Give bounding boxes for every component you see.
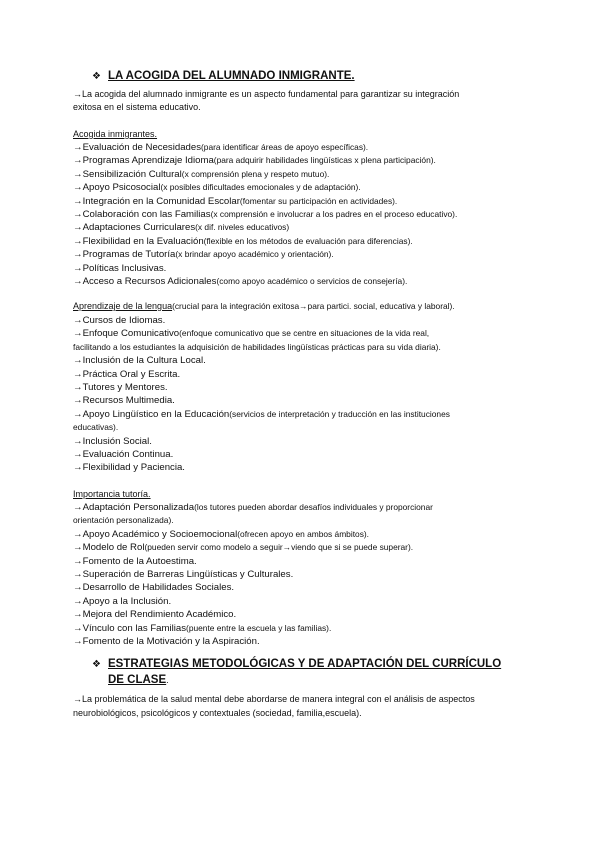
list-item-detail: (como apoyo académico o servicios de consejería). xyxy=(216,276,408,286)
subheading-aprendizaje xyxy=(73,300,455,313)
list-item-main: →Apoyo Académico y Socioemocional xyxy=(73,528,238,540)
list-item-main: →Apoyo a la Inclusión. xyxy=(73,595,172,607)
list-item xyxy=(73,327,429,340)
list-item-main: →Flexibilidad y Paciencia. xyxy=(73,462,185,474)
list-item-main: →Fomento de la Motivación y la Aspiración. xyxy=(73,636,260,647)
diamond-bullet-icon: ❖ xyxy=(92,71,101,82)
list-item-main: →Apoyo Lingüístico en la Educación xyxy=(73,408,230,420)
list-item xyxy=(73,408,450,421)
list-item-main: →Inclusión Social. xyxy=(73,435,152,447)
list-item-detail: (x comprensión e involucrar a los padres en el proceso educativo). xyxy=(210,209,458,219)
list-item xyxy=(73,541,413,554)
list-item-main: →Integración en la Comunidad Escolar xyxy=(73,195,240,207)
list-item xyxy=(73,168,329,181)
intro-line: →La problemática de la salud mental debe abordarse de manera integral con el análisis de aspectos xyxy=(73,694,475,704)
list-item xyxy=(73,314,165,327)
list-item xyxy=(73,568,293,581)
list-item xyxy=(73,635,260,648)
list-item xyxy=(73,181,361,194)
section-title-estrategias-line2 xyxy=(108,674,169,686)
list-item xyxy=(73,501,433,514)
list-item-main: →Fomento de la Autoestima. xyxy=(73,555,197,567)
section-title-text: DE CLASE xyxy=(108,674,167,686)
list-item-main: →Desarrollo de Habilidades Sociales. xyxy=(73,582,235,594)
list-item-detail: facilitando a los estudiantes la adquisición de habilidades lingüísticas prácticas para su vida diaria). xyxy=(73,341,441,352)
list-item-detail: (x dif. niveles educativos) xyxy=(195,222,290,233)
list-item-main: →Programas Aprendizaje Idioma xyxy=(73,155,214,167)
list-item-main: →Flexibilidad en la Evaluación xyxy=(73,235,204,247)
list-item-detail: (fomentar su participación en actividades). xyxy=(239,195,398,206)
list-item xyxy=(73,448,173,461)
list-item-main: →Recursos Multimedia. xyxy=(73,395,175,407)
list-item-detail: (ofrecen apoyo en ambos ámbitos). xyxy=(237,528,369,539)
list-item-main: →Evaluación de Necesidades xyxy=(73,142,201,153)
intro-line: neurobiológicos, psicológicos y contextuales (sociedad, familia,escuela). xyxy=(73,708,362,718)
list-item xyxy=(73,421,118,434)
list-item xyxy=(73,381,168,394)
list-item xyxy=(73,595,171,608)
subheading-aprendizaje-text: Aprendizaje de la lengua xyxy=(73,301,173,311)
list-item-main: →Modelo de Rol xyxy=(73,542,145,554)
list-item-detail: (x brindar apoyo académico y orientación). xyxy=(175,249,334,260)
list-item-detail: educativas). xyxy=(73,422,119,433)
list-item xyxy=(73,608,236,621)
list-item xyxy=(73,341,441,354)
list-item-main: →Mejora del Rendimiento Académico. xyxy=(73,609,237,621)
list-item xyxy=(73,622,331,635)
subheading-acogida: Acogida inmigrantes. xyxy=(73,129,158,139)
section-title-acogida xyxy=(92,70,355,82)
list-item xyxy=(73,581,234,594)
list-item-main: →Evaluación Continua. xyxy=(73,449,174,460)
list-item xyxy=(73,195,397,208)
list-item-main: →Sensibilización Cultural xyxy=(73,168,182,180)
list-item-main: →Apoyo Psicosocial xyxy=(73,182,161,194)
list-item-detail: (puente entre la escuela y las familias). xyxy=(186,622,332,633)
list-item-main: →Adaptación Personalizada xyxy=(73,502,195,513)
list-item-detail: (servicios de interpretación y traducción en las instituciones xyxy=(229,408,450,419)
list-item xyxy=(73,235,413,248)
section-title-end: . xyxy=(166,675,169,685)
list-item-main: →Acceso a Recursos Adicionales xyxy=(73,276,217,287)
list-item xyxy=(73,435,152,448)
list-item-main: →Vínculo con las Familias xyxy=(73,622,187,634)
list-item xyxy=(73,208,457,221)
list-item xyxy=(73,528,369,541)
section-title-estrategias xyxy=(92,658,501,670)
section-title-text: LA ACOGIDA DEL ALUMNADO INMIGRANTE. xyxy=(108,70,355,82)
list-item-detail: (los tutores pueden abordar desafíos individuales y proporcionar xyxy=(194,502,433,512)
list-item-detail: (pueden servir como modelo a seguir→viendo que si se puede superar). xyxy=(144,542,414,553)
intro-line: →La acogida del alumnado inmigrante es un aspecto fundamental para garantizar su integración xyxy=(73,89,460,99)
list-item-main: →Políticas Inclusivas. xyxy=(73,262,167,274)
list-item xyxy=(73,368,180,381)
list-item-detail: orientación personalizada). xyxy=(73,515,174,526)
list-item-detail: (para identificar áreas de apoyo específicas). xyxy=(201,142,369,152)
list-item-detail: (flexible en los métodos de evaluación para diferencias). xyxy=(203,235,413,246)
list-item xyxy=(73,248,334,261)
list-item-main: →Enfoque Comunicativo xyxy=(73,328,180,340)
list-item xyxy=(73,221,289,234)
intro-line: exitosa en el sistema educativo. xyxy=(73,102,201,112)
list-item-main: →Superación de Barreras Lingüísticas y Culturales. xyxy=(73,569,294,580)
list-item-main: →Adaptaciones Curriculares xyxy=(73,222,196,234)
list-item-detail: (para adquirir habilidades lingüísticas x plena participación). xyxy=(213,155,436,166)
list-item xyxy=(73,354,206,367)
list-item xyxy=(73,394,175,407)
list-item-main: →Colaboración con las Familias xyxy=(73,209,211,220)
subheading-tutoria: Importancia tutoría. xyxy=(73,489,151,499)
section-title-text: ESTRATEGIAS METODOLÓGICAS Y DE ADAPTACIÓN DEL CURRÍCULO xyxy=(108,658,502,670)
list-item xyxy=(73,154,436,167)
list-item-detail: (x comprensión plena y respeto mutuo). xyxy=(181,168,330,179)
list-item-main: →Tutores y Mentores. xyxy=(73,382,168,393)
list-item xyxy=(73,262,166,275)
list-item xyxy=(73,141,368,154)
subheading-aprendizaje-detail: (crucial para la integración exitosa→para partici. social, educativa y laboral). xyxy=(172,301,455,311)
list-item-main: →Programas de Tutoría xyxy=(73,249,176,261)
list-item xyxy=(73,514,174,527)
list-item xyxy=(73,461,185,474)
list-item-main: →Cursos de Idiomas. xyxy=(73,315,166,326)
list-item xyxy=(73,555,197,568)
list-item-detail: (x posibles dificultades emocionales y de adaptación). xyxy=(160,182,361,193)
diamond-bullet-icon: ❖ xyxy=(92,659,101,670)
list-item-detail: (enfoque comunicativo que se centre en situaciones de la vida real, xyxy=(179,328,430,339)
list-item-main: →Inclusión de la Cultura Local. xyxy=(73,355,206,367)
list-item xyxy=(73,275,407,288)
list-item-main: →Práctica Oral y Escrita. xyxy=(73,368,181,380)
